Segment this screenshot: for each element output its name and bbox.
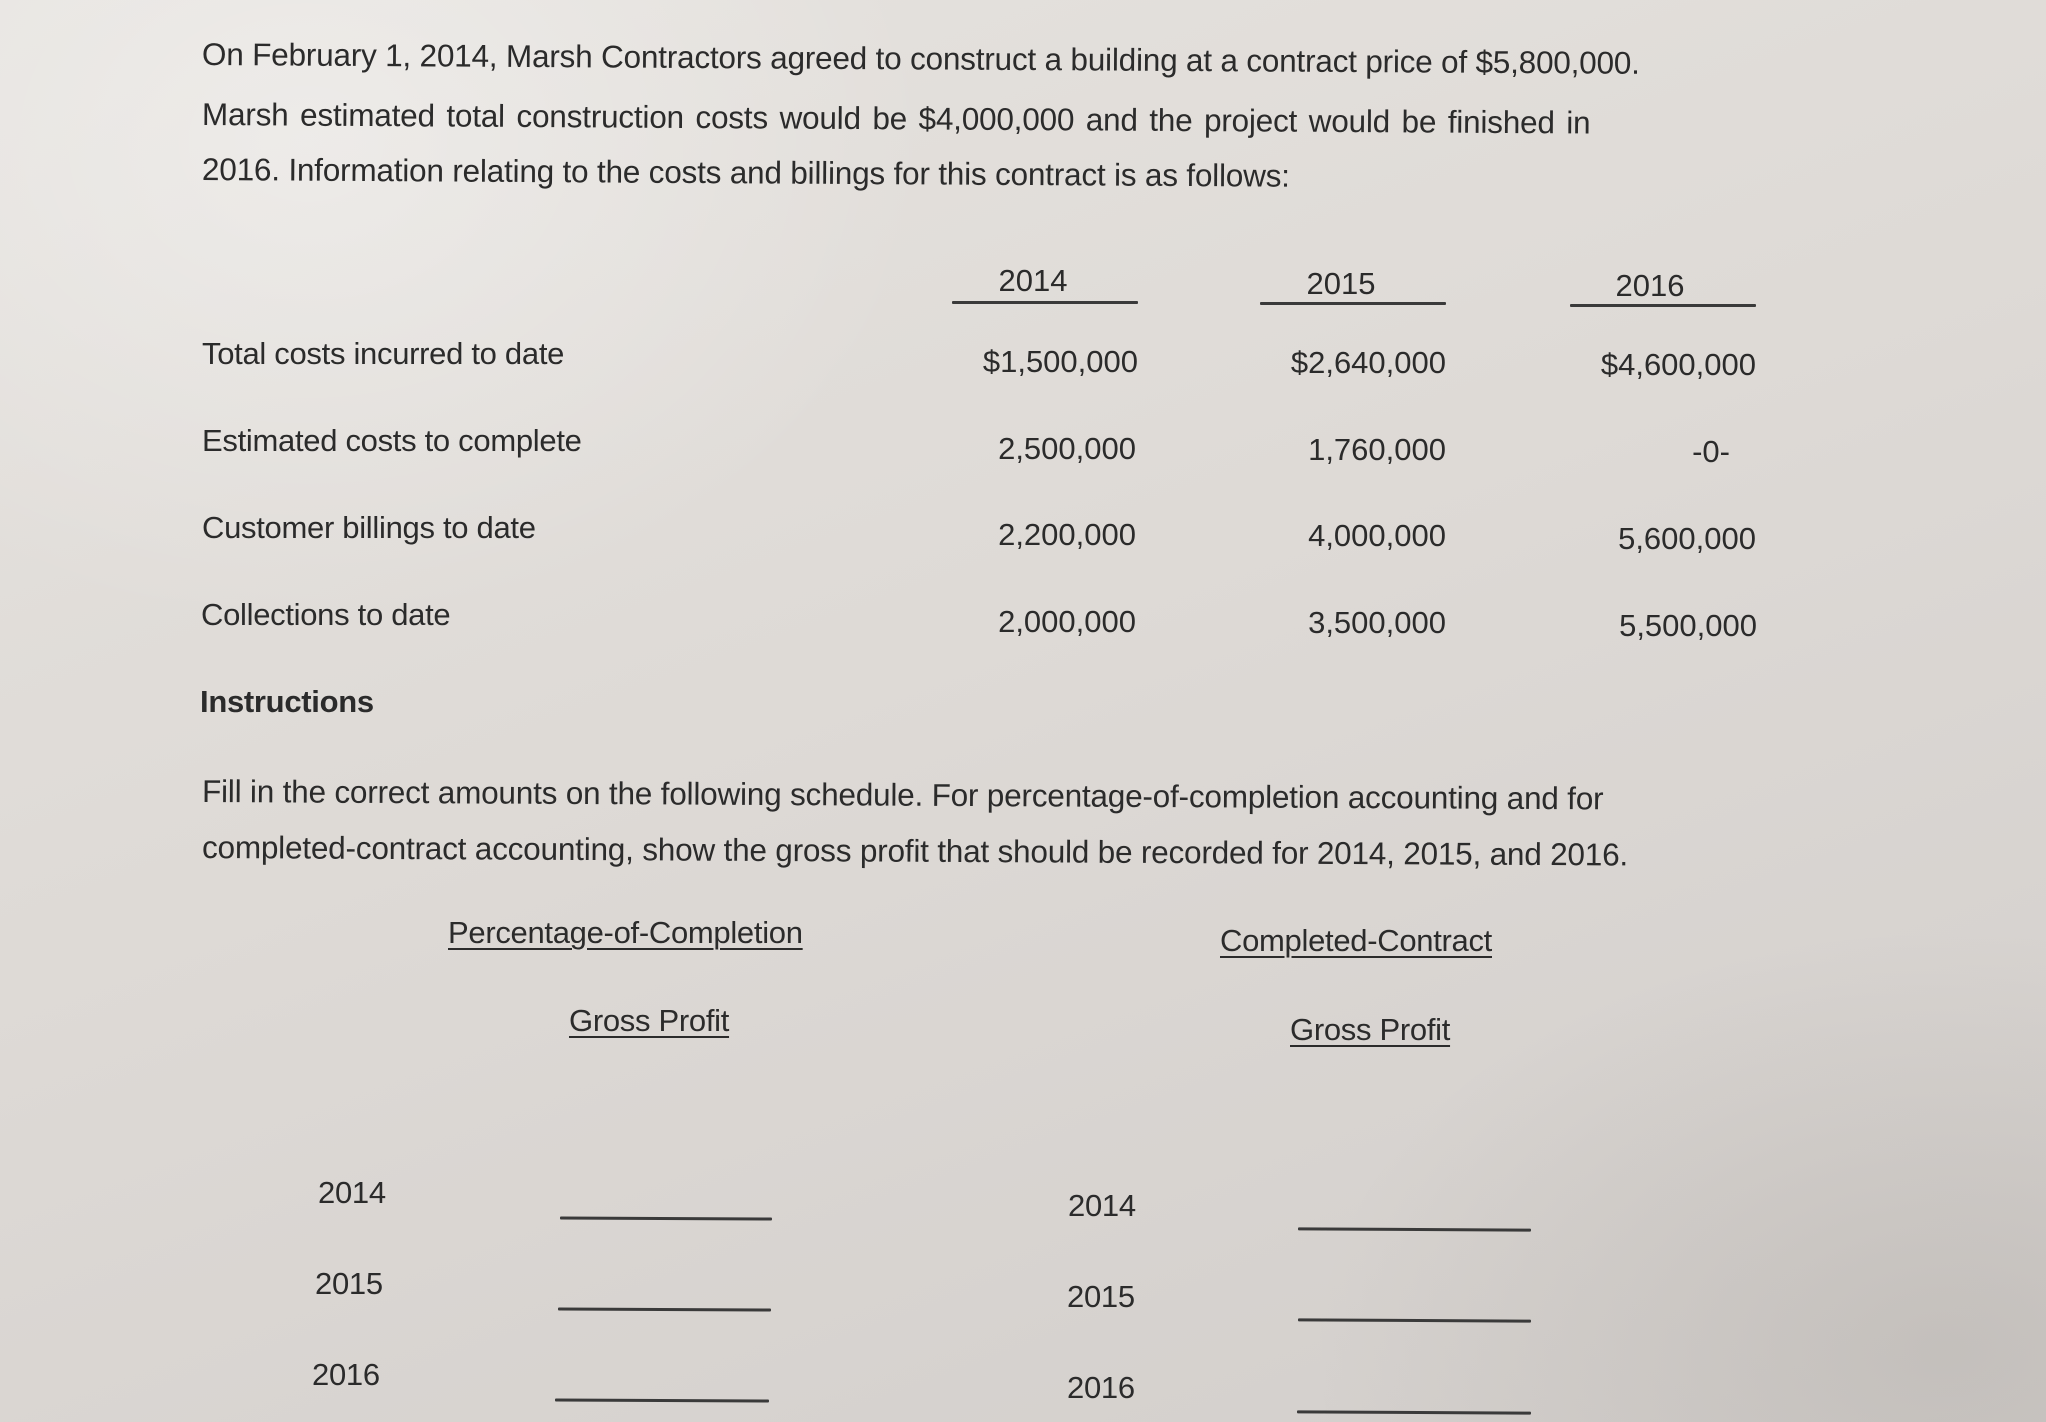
cell-2015: 1,760,000: [1308, 432, 1446, 467]
cell-2016: $4,600,000: [1600, 347, 1756, 382]
instructions-heading: Instructions: [200, 684, 374, 719]
poc-answer-2016[interactable]: [555, 1398, 769, 1402]
column-header-2016: 2016: [1615, 268, 1685, 303]
cell-2015: 3,500,000: [1308, 605, 1446, 640]
intro-line-3: 2016. Information relating to the costs and billings for this contract is as follows:: [201, 151, 1290, 194]
row-label: Customer billings to date: [202, 510, 536, 545]
cc-year-2014: 2014: [1068, 1188, 1136, 1223]
cc-answer-2015[interactable]: [1298, 1318, 1531, 1322]
row-label: Collections to date: [201, 597, 451, 632]
poc-year-2015: 2015: [315, 1266, 383, 1301]
cc-answer-2014[interactable]: [1298, 1227, 1531, 1231]
cell-2014: $1,500,000: [982, 344, 1138, 379]
cell-2016: -0-: [1692, 434, 1730, 469]
poc-answer-2015[interactable]: [558, 1307, 771, 1311]
cc-heading: Completed-Contract: [1220, 923, 1492, 958]
cc-gross-profit-heading: Gross Profit: [1290, 1012, 1451, 1047]
cell-2016: 5,600,000: [1618, 521, 1756, 556]
cell-2014: 2,500,000: [998, 431, 1136, 466]
cc-answer-2016[interactable]: [1297, 1410, 1531, 1414]
column-header-underline: [1570, 304, 1756, 307]
poc-answer-2014[interactable]: [560, 1216, 772, 1220]
column-header-2014: 2014: [998, 263, 1068, 298]
cell-2015: 4,000,000: [1308, 518, 1446, 553]
cell-2014: 2,000,000: [998, 604, 1136, 639]
intro-line-1: On February 1, 2014, Marsh Contractors agreed to construct a building at a contract price of $5,800,000.: [201, 36, 1640, 81]
poc-gross-profit-heading: Gross Profit: [569, 1003, 730, 1038]
row-label: Total costs incurred to date: [202, 336, 565, 371]
poc-year-2014: 2014: [318, 1175, 386, 1210]
cell-2016: 5,500,000: [1619, 608, 1757, 643]
cell-2015: $2,640,000: [1290, 345, 1446, 380]
instructions-line-2: completed-contract accounting, show the gross profit that should be recorded for 2014, 2015, and 2016.: [201, 829, 1629, 873]
cc-year-2015: 2015: [1067, 1279, 1135, 1314]
instructions-line-1: Fill in the correct amounts on the following schedule. For percentage-of-completion accounting and for: [201, 773, 1604, 817]
cell-2014: 2,200,000: [998, 517, 1136, 552]
poc-year-2016: 2016: [312, 1357, 380, 1392]
column-header-underline: [1260, 302, 1446, 305]
row-label: Estimated costs to complete: [202, 423, 582, 458]
column-header-2015: 2015: [1306, 266, 1376, 301]
poc-heading: Percentage-of-Completion: [448, 915, 803, 950]
cc-year-2016: 2016: [1067, 1370, 1135, 1405]
column-header-underline: [952, 301, 1138, 304]
intro-line-2: Marsh estimated total construction costs would be $4,000,000 and the project would be finished in: [201, 96, 1591, 141]
